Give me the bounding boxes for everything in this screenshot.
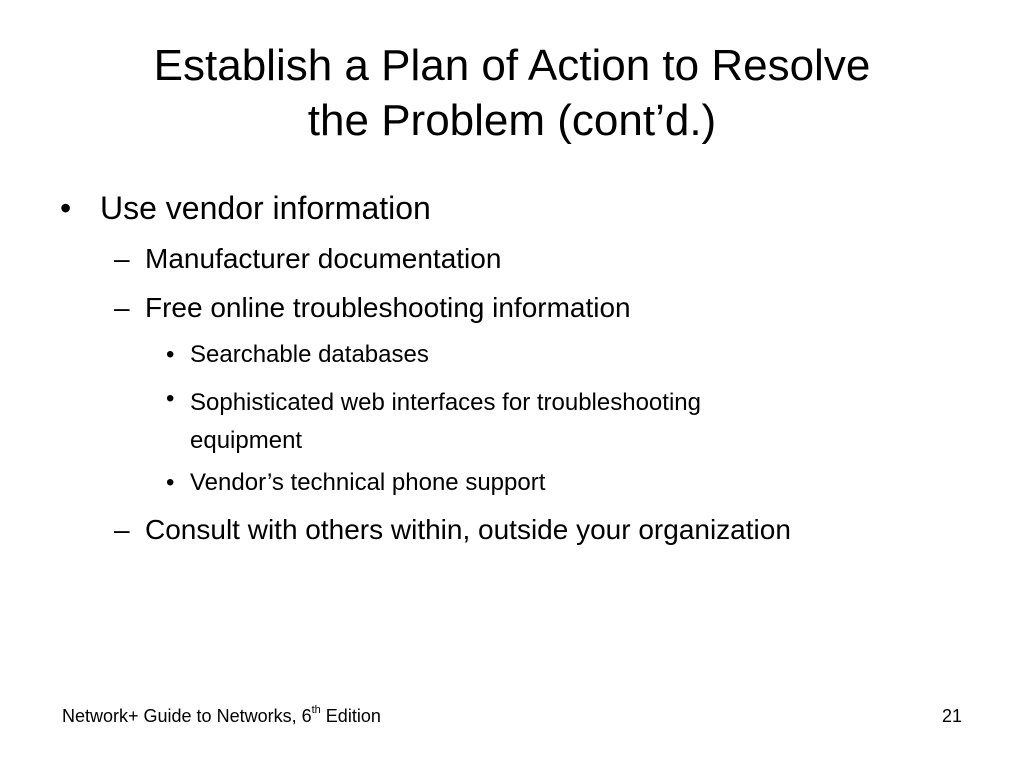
bullet-dot-icon: • <box>166 341 175 368</box>
slide-title <box>60 38 964 148</box>
slide-title-line-1: Establish a Plan of Action to Resolve <box>153 41 871 90</box>
bullet-text-line-2: equipment <box>190 427 303 454</box>
slide-page-number: 21 <box>941 706 962 726</box>
bullet-text: Free online troubleshooting information <box>145 292 631 323</box>
bullet-text: Vendor’s technical phone support <box>190 469 546 496</box>
bullet-dot-icon: • <box>166 469 175 496</box>
slide-title-line-2: the Problem (cont’d.) <box>307 96 717 145</box>
footer-book-suffix: Edition <box>320 706 381 726</box>
footer-book-prefix: Network+ Guide to Networks, 6 <box>62 706 312 726</box>
bullet-dot-icon: • <box>166 385 175 412</box>
bullet-dash-icon: – <box>114 243 130 274</box>
bullet-dot-icon: • <box>60 190 72 226</box>
bullet-text-line-1: Sophisticated web interfaces for troubleshooting <box>190 389 701 416</box>
bullet-dash-icon: – <box>114 292 130 323</box>
bullet-text: Consult with others within, outside your organization <box>145 514 791 545</box>
bullet-dash-icon: – <box>114 514 130 545</box>
bullet-text: Use vendor information <box>100 190 431 226</box>
bullet-text: Manufacturer documentation <box>145 243 502 274</box>
bullet-text <box>190 384 890 460</box>
footer-book-title <box>62 704 381 728</box>
bullet-text: Searchable databases <box>190 341 429 368</box>
footer-book-superscript: th <box>311 704 321 716</box>
